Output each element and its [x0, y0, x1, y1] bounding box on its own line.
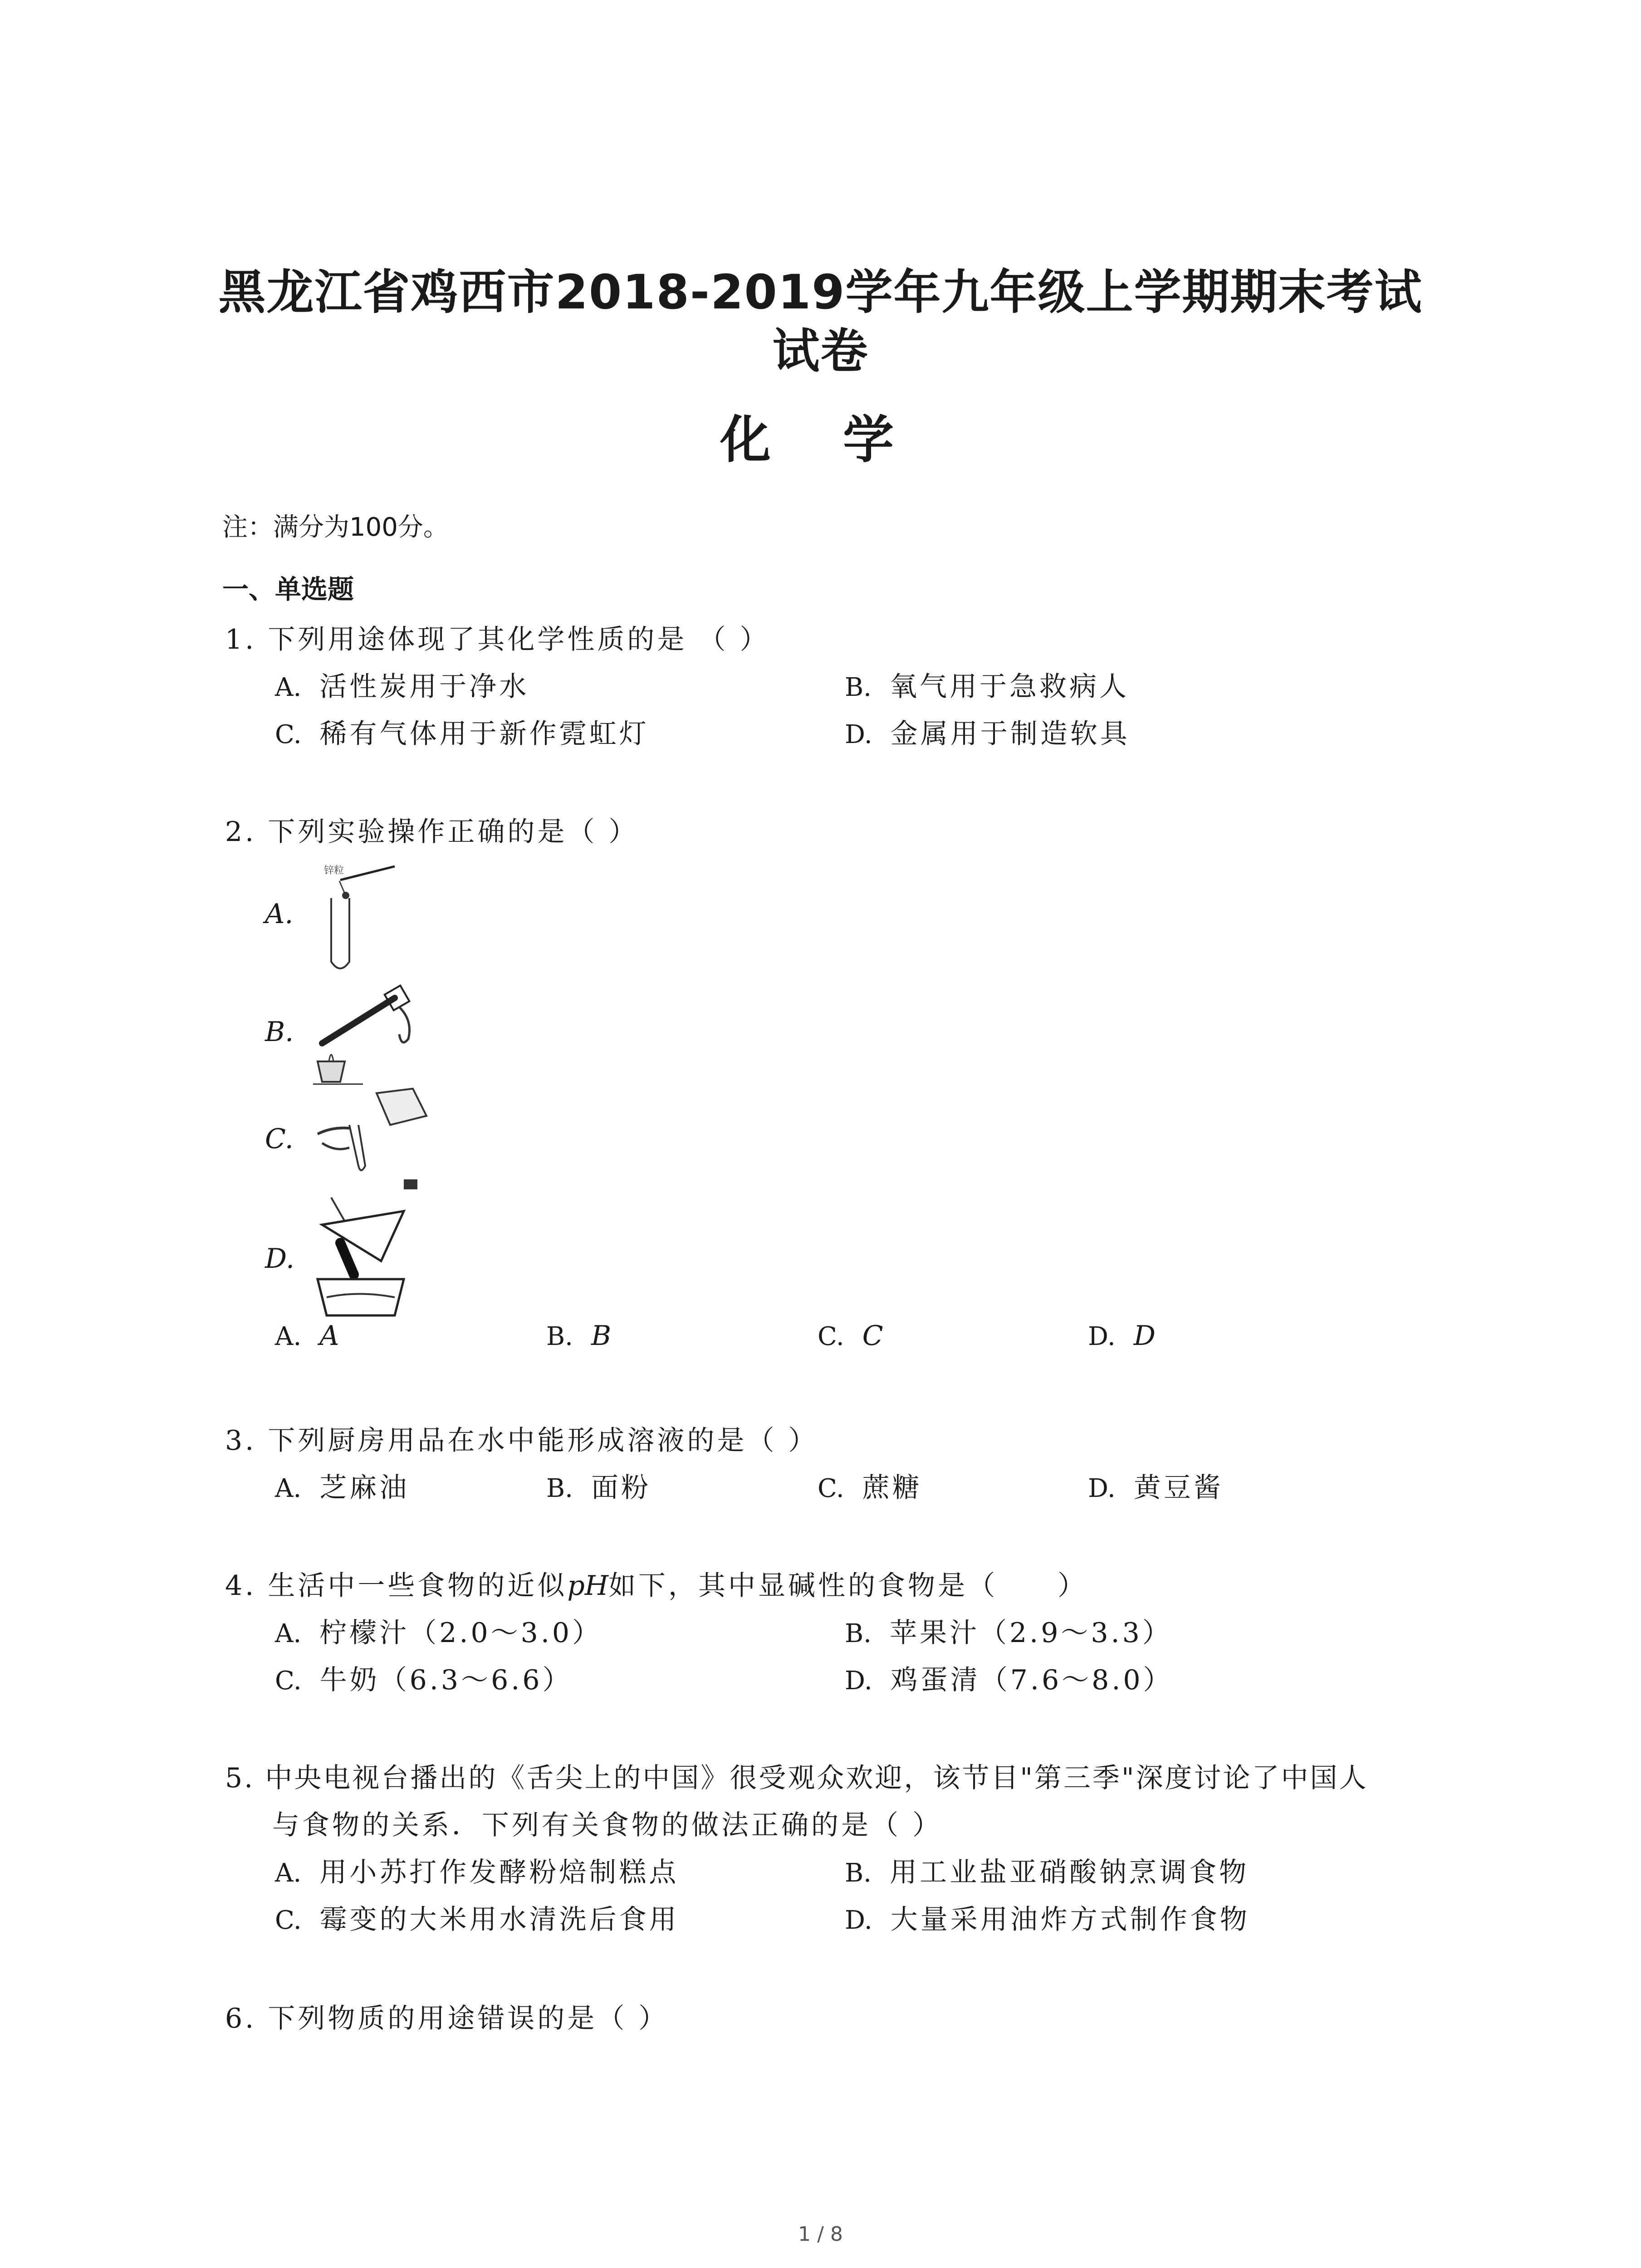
- question-1-option-c[interactable]: [275, 712, 649, 751]
- question-3-option-d[interactable]: [1088, 1466, 1224, 1505]
- pouring-liquid-figure: [309, 1084, 445, 1198]
- question-4-stem: [225, 1564, 1087, 1603]
- option-letter: D.: [1088, 1474, 1116, 1503]
- figure-label-d: D.: [265, 1243, 295, 1275]
- option-letter: D.: [845, 720, 872, 749]
- option-text: 鸡蛋清（7.6～8.0）: [890, 1664, 1173, 1696]
- option-letter: A.: [275, 1858, 302, 1888]
- option-letter: D.: [845, 1666, 872, 1696]
- question-5-option-b[interactable]: [845, 1851, 1249, 1890]
- figure-label-a: A.: [265, 898, 294, 930]
- option-letter: D.: [1088, 1322, 1116, 1351]
- question-1-option-b[interactable]: [845, 665, 1129, 704]
- question-2-stem: 2. 下列实验操作正确的是（ ）: [225, 816, 639, 848]
- option-letter: A.: [275, 1619, 302, 1648]
- question-1-option-a[interactable]: [275, 665, 529, 704]
- question-4-option-c[interactable]: [275, 1658, 573, 1697]
- option-text: 苹果汁（2.9～3.3）: [889, 1617, 1172, 1649]
- option-text: 蔗糖: [862, 1472, 922, 1504]
- question-5-option-c[interactable]: [275, 1898, 679, 1937]
- question-5-option-a[interactable]: [275, 1851, 679, 1890]
- option-text: 霉变的大米用水清洗后食用: [319, 1904, 679, 1936]
- ph-symbol: pH: [567, 1570, 609, 1602]
- option-text: 面粉: [591, 1472, 651, 1504]
- question-4-option-b[interactable]: [845, 1611, 1172, 1650]
- exam-title-line2: 试卷: [772, 323, 869, 379]
- option-text: A: [319, 1320, 342, 1352]
- stem-text: 如下，其中显碱性的食物是（ ）: [608, 1570, 1088, 1602]
- option-letter: B.: [546, 1322, 573, 1351]
- option-letter: C.: [818, 1322, 844, 1351]
- question-3-option-c[interactable]: [818, 1466, 922, 1505]
- option-text: 金属用于制造软具: [890, 718, 1130, 750]
- stem-text: 4. 生活中一些食物的近似: [225, 1570, 568, 1602]
- question-4-option-a[interactable]: [275, 1611, 602, 1650]
- option-text: B: [591, 1320, 614, 1352]
- question-3-option-b[interactable]: [546, 1466, 651, 1505]
- test-tube-zinc-figure: [313, 862, 404, 975]
- option-text: 氧气用于急救病人: [889, 671, 1129, 703]
- question-4-option-d[interactable]: [845, 1658, 1173, 1697]
- option-letter: C.: [818, 1474, 844, 1503]
- question-5-stem-line1: 5. 中央电视台播出的《舌尖上的中国》很受观众欢迎，该节目"第三季"深度讨论了中国人: [225, 1762, 1368, 1794]
- exam-title-line1: 黑龙江省鸡西市2018-2019学年九年级上学期期末考试: [218, 264, 1423, 320]
- heating-tube-figure: [309, 980, 426, 1089]
- option-text: D: [1133, 1320, 1158, 1352]
- score-note: 注：满分为100分。: [222, 513, 449, 542]
- option-letter: A.: [275, 1322, 302, 1351]
- question-5-stem-line2: 与食物的关系．下列有关食物的做法正确的是（ ）: [272, 1809, 943, 1841]
- option-text: 柠檬汁（2.0～3.0）: [319, 1617, 603, 1649]
- option-letter: B.: [546, 1474, 573, 1503]
- option-text: 芝麻油: [319, 1472, 410, 1504]
- figure-label-b: B.: [265, 1016, 294, 1048]
- option-letter: A.: [275, 673, 302, 702]
- option-text: 用工业盐亚硝酸钠烹调食物: [889, 1857, 1249, 1888]
- option-letter: C.: [275, 1666, 302, 1696]
- page-number: 1 / 8: [798, 2223, 843, 2246]
- question-5-option-d[interactable]: [845, 1898, 1250, 1937]
- question-1-stem: 1. 下列用途体现了其化学性质的是 （ ）: [225, 624, 770, 655]
- option-letter: B.: [845, 1858, 872, 1888]
- option-letter: C.: [275, 1906, 302, 1935]
- option-letter: D.: [845, 1906, 872, 1935]
- figure-label-c: C.: [265, 1123, 294, 1155]
- option-text: 牛奶（6.3～6.6）: [319, 1664, 573, 1696]
- section-heading-single-choice: 一、单选题: [222, 574, 354, 605]
- option-text: 活性炭用于净水: [319, 671, 529, 703]
- option-text: 黄豆酱: [1133, 1472, 1224, 1504]
- filtration-figure: [313, 1193, 422, 1320]
- option-letter: B.: [845, 673, 872, 702]
- option-text: 稀有气体用于新作霓虹灯: [319, 718, 649, 750]
- option-letter: C.: [275, 720, 302, 749]
- question-3-stem: 3. 下列厨房用品在水中能形成溶液的是（ ）: [225, 1425, 818, 1457]
- question-2-option-b[interactable]: [546, 1320, 614, 1352]
- question-1-option-d[interactable]: [845, 712, 1130, 751]
- subject-heading: 化 学: [720, 411, 921, 469]
- question-2-option-c[interactable]: [818, 1320, 886, 1352]
- option-text: 用小苏打作发酵粉焙制糕点: [319, 1857, 679, 1888]
- option-text: C: [862, 1320, 886, 1352]
- question-6-stem: 6. 下列物质的用途错误的是（ ）: [225, 2003, 669, 2034]
- option-text: 大量采用油炸方式制作食物: [890, 1904, 1250, 1936]
- figure-a-caption: 锌粒: [324, 865, 344, 876]
- option-letter: A.: [275, 1474, 302, 1503]
- question-2-option-a[interactable]: [275, 1320, 342, 1352]
- option-letter: B.: [845, 1619, 872, 1648]
- question-2-option-d[interactable]: [1088, 1320, 1158, 1352]
- question-3-option-a[interactable]: [275, 1466, 409, 1505]
